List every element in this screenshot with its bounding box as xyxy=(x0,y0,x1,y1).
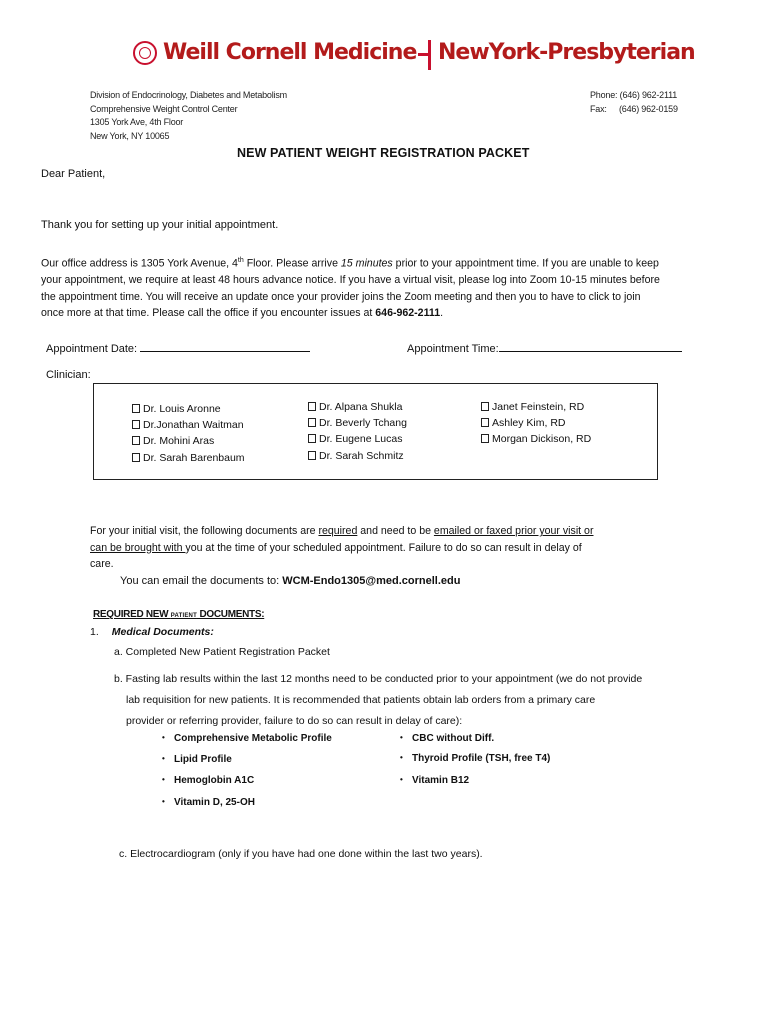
clinician-option[interactable]: Dr. Mohini Aras xyxy=(132,433,245,449)
fax-value: (646) 962-0159 xyxy=(619,103,678,114)
email-address[interactable]: WCM-Endo1305@med.cornell.edu xyxy=(282,575,461,587)
clinician-column-2 xyxy=(308,399,407,464)
clinician-column-3 xyxy=(481,399,591,448)
lab-item: • Lipid Profile xyxy=(162,754,232,765)
wcm-logo: Weill Cornell Medicine xyxy=(163,40,417,65)
checkbox-icon[interactable] xyxy=(481,418,489,427)
clinician-label: Clinician: xyxy=(46,369,91,381)
thanks-text: Thank you for setting up your initial appointment. xyxy=(41,219,279,231)
clinician-option[interactable]: Janet Feinstein, RD xyxy=(481,399,591,415)
clinician-option[interactable]: Dr. Alpana Shukla xyxy=(308,399,407,415)
item-b: b. Fasting lab results within the last 12 months need to be conducted prior to your appointment (we do not provide lab requisition for new patients. It is recommended that patients obtain lab orders from a primary care provider or referring provider, failure to do so can result in delay of care): xyxy=(114,673,643,727)
clinician-option[interactable]: Dr.Jonathan Waitman xyxy=(132,417,245,433)
checkbox-icon[interactable] xyxy=(308,402,316,411)
nyp-logo: NewYork-Presbyterian xyxy=(438,40,695,65)
address-line: Division of Endocrinology, Diabetes and Metabolism xyxy=(90,90,287,100)
phone-value: (646) 962-2111 xyxy=(619,90,678,100)
bullet-icon: • xyxy=(162,797,165,806)
fax-label: Fax: xyxy=(590,103,607,114)
checkbox-icon[interactable] xyxy=(132,453,140,462)
phone-label: Phone: xyxy=(590,90,618,100)
clinician-option[interactable]: Dr. Sarah Schmitz xyxy=(308,448,407,464)
bullet-icon: • xyxy=(400,733,403,742)
address-block xyxy=(90,89,287,143)
lab-item: • Comprehensive Metabolic Profile xyxy=(162,733,332,744)
bullet-icon: • xyxy=(162,775,165,784)
appointment-time-field[interactable] xyxy=(407,341,682,355)
office-phone: 646-962-2111 xyxy=(375,307,441,320)
checkbox-icon[interactable] xyxy=(308,434,316,443)
office-paragraph: Our office address is 1305 York Avenue, 4th Floor. Please arrive 15 minutes prior to your appointment time. If you are unable to keep your appointment, we require at least 48 hours advance notice. If you have a virtual visit, please log into Zoom 10-15 minutes before the appointment time. You will receive an update once your provider joins the Zoom meeting and then you to have to click to join once more at that time. Please call the office if you encounter issues at 646-962-2111. xyxy=(41,257,660,320)
bullet-icon: • xyxy=(400,775,403,784)
checkbox-icon[interactable] xyxy=(132,420,140,429)
appointment-time-line[interactable] xyxy=(499,341,682,352)
item-a: a. Completed New Patient Registration Packet xyxy=(114,646,330,658)
clinician-option[interactable]: Dr. Louis Aronne xyxy=(132,401,245,417)
clinician-column-1 xyxy=(132,401,245,466)
page-title: NEW PATIENT WEIGHT REGISTRATION PACKET xyxy=(237,146,530,160)
address-line: 1305 York Ave, 4th Floor xyxy=(90,117,184,127)
bullet-icon: • xyxy=(400,753,403,762)
checkbox-icon[interactable] xyxy=(132,404,140,413)
greeting: Dear Patient, xyxy=(41,168,106,180)
wcm-seal-icon xyxy=(133,41,157,65)
clinician-option[interactable]: Dr. Sarah Barenbaum xyxy=(132,450,245,466)
address-line: Comprehensive Weight Control Center xyxy=(90,103,238,114)
appointment-date-label: Appointment Date: xyxy=(46,343,138,355)
checkbox-icon[interactable] xyxy=(132,436,140,445)
bullet-icon: • xyxy=(162,733,165,742)
initial-visit-paragraph: For your initial visit, the following documents are required and need to be emailed or faxed prior your visit or can be brought with you at the time of your scheduled appointment. Failure to do so can result in delay of care. xyxy=(90,525,594,570)
lab-item: • Hemoglobin A1C xyxy=(162,775,255,786)
required-docs-heading: REQUIRED NEW PATIENT DOCUMENTS: xyxy=(93,609,265,620)
lab-item: • Thyroid Profile (TSH, free T4) xyxy=(400,753,551,764)
checkbox-icon[interactable] xyxy=(308,418,316,427)
email-line: You can email the documents to: WCM-Endo1305@med.cornell.edu xyxy=(120,575,461,587)
clinician-option[interactable]: Dr. Beverly Tchang xyxy=(308,415,407,431)
clinician-option[interactable]: Morgan Dickison, RD xyxy=(481,431,591,447)
appointment-time-label: Appointment Time: xyxy=(407,343,499,355)
checkbox-icon[interactable] xyxy=(481,402,489,411)
lab-item: • Vitamin D, 25-OH xyxy=(162,797,255,808)
nyp-mark-icon xyxy=(418,40,434,70)
clinician-option[interactable]: Ashley Kim, RD xyxy=(481,415,591,431)
lab-item: • Vitamin B12 xyxy=(400,775,470,786)
item-c: c. Electrocardiogram (only if you have had one done within the last two years). xyxy=(119,848,483,860)
address-line: New York, NY 10065 xyxy=(90,130,170,141)
contact-block xyxy=(590,89,678,116)
item-1: 1. Medical Documents: xyxy=(90,626,214,638)
bullet-icon: • xyxy=(162,754,165,763)
appointment-date-field[interactable] xyxy=(46,341,310,355)
checkbox-icon[interactable] xyxy=(481,434,489,443)
lab-item: • CBC without Diff. xyxy=(400,733,495,744)
clinician-option[interactable]: Dr. Eugene Lucas xyxy=(308,431,407,447)
checkbox-icon[interactable] xyxy=(308,451,316,460)
appointment-date-line[interactable] xyxy=(140,341,310,352)
